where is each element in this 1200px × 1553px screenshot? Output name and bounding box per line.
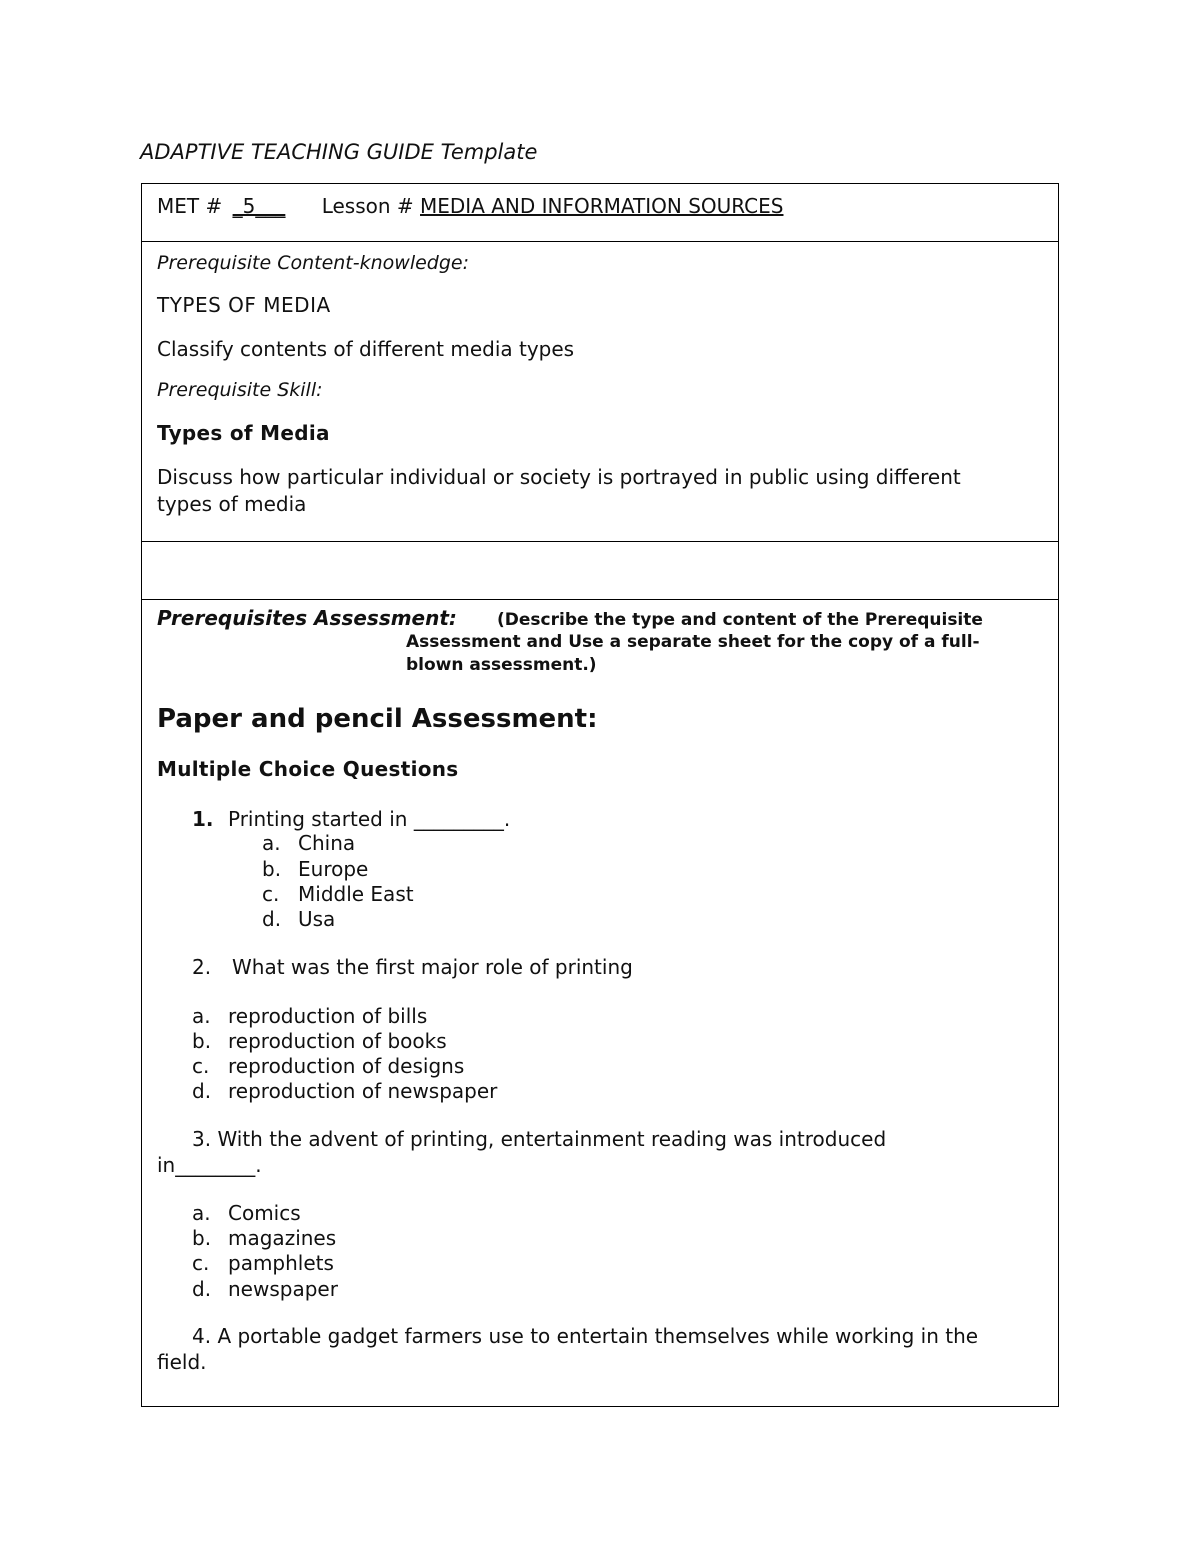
assessment-row [142,600,1058,1406]
lesson-value: MEDIA AND INFORMATION SOURCES [420,194,784,218]
met-value: _5___ [232,194,286,218]
guide-table [141,183,1059,1407]
option-letter: a. [262,831,281,855]
question-text: Printing started in _________. [228,807,511,831]
option-text: China [298,831,356,855]
assessment-subheading: Multiple Choice Questions [157,757,459,781]
list-item [192,1054,464,1078]
question-number: 2. [192,955,212,979]
skill-title: Types of Media [157,421,330,445]
option-text: reproduction of designs [228,1054,465,1078]
option-letter: d. [192,1277,212,1301]
option-letter: c. [192,1054,210,1078]
met-label: MET # [157,194,223,218]
option-text: Comics [228,1201,301,1225]
content-knowledge-label: Prerequisite Content-knowledge: [157,252,470,274]
option-text: reproduction of books [228,1029,447,1053]
option-letter: b. [262,857,282,881]
list-item [192,1277,338,1301]
met-lesson-line [157,194,783,218]
question-text: What was the first major role of printing [232,955,633,979]
header-row [142,184,1058,242]
question-2 [192,955,633,979]
content-knowledge-title: TYPES OF MEDIA [157,293,331,317]
document-title: ADAPTIVE TEACHING GUIDE Template [140,140,538,164]
list-item [192,1251,334,1275]
option-letter: a. [192,1201,211,1225]
option-text: Europe [298,857,369,881]
question-3-line1: 3. With the advent of printing, entertainment reading was introduced [192,1127,887,1151]
option-letter: a. [192,1004,211,1028]
option-letter: c. [192,1251,210,1275]
skill-text-line1: Discuss how particular individual or society is portrayed in public using different [157,465,961,489]
option-text: Usa [298,907,336,931]
prerequisite-row [142,242,1058,542]
list-item [262,857,368,881]
list-item [192,1226,336,1250]
question-number: 1. [192,807,214,831]
option-letter: d. [262,907,282,931]
option-text: pamphlets [228,1251,334,1275]
assessment-note-line3: blown assessment.) [406,655,597,675]
option-text: Middle East [298,882,414,906]
question-4-line1: 4. A portable gadget farmers use to entertain themselves while working in the [192,1324,979,1348]
list-item [262,831,355,855]
list-item [192,1079,497,1103]
list-item [262,907,335,931]
list-item [192,1201,301,1225]
list-item [192,1004,427,1028]
question-1 [192,807,510,831]
lesson-label: Lesson # [321,194,414,218]
skill-label: Prerequisite Skill: [157,379,323,401]
empty-row [142,542,1058,600]
option-letter: b. [192,1226,212,1250]
option-letter: c. [262,882,280,906]
skill-text-line2: types of media [157,492,307,516]
assessment-note-line2: Assessment and Use a separate sheet for the copy of a full- [406,632,980,652]
list-item [192,1029,447,1053]
content-knowledge-text: Classify contents of different media types [157,337,575,361]
option-text: magazines [228,1226,337,1250]
option-letter: b. [192,1029,212,1053]
option-text: reproduction of bills [228,1004,428,1028]
option-text: reproduction of newspaper [228,1079,498,1103]
question-4-line2: field. [157,1350,207,1374]
option-text: newspaper [228,1277,338,1301]
option-letter: d. [192,1079,212,1103]
list-item [262,882,414,906]
assessment-label: Prerequisites Assessment: [157,606,457,630]
question-3-line2: in________. [157,1153,262,1177]
assessment-heading: Paper and pencil Assessment: [157,704,598,734]
assessment-note-line1: (Describe the type and content of the Prerequisite [497,610,983,630]
